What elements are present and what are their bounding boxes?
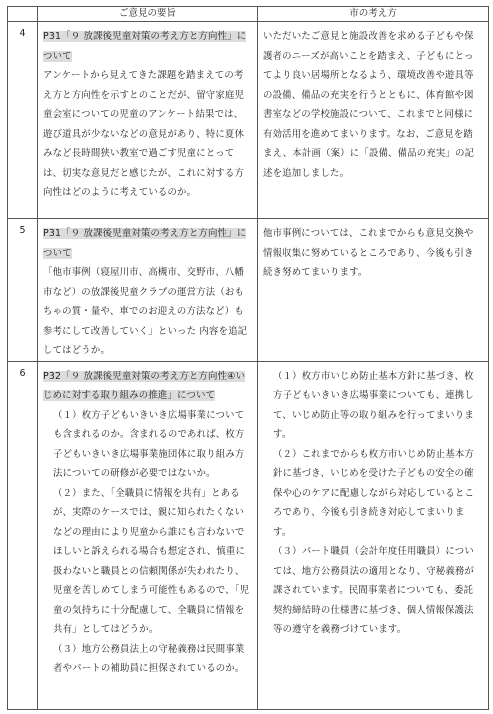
response-item: （２）これまでからも枚方市いじめ防止基本方針に基づき、いじめを受けた子どもの安全の確保や心のケアに配慮しながら対応しているところであり、今後も引き続き対応してまいります。 <box>273 448 475 538</box>
response-text: 他市事例については、これまでからも意見交換や情報収集に努めているところであり、今後も引き続き努めてまいります。 <box>263 228 474 278</box>
page-reference: P32「９ 放課後児童対策の考え方と方向性④いじめに対する取り組みの推進」について <box>43 370 246 401</box>
opinion-item: （１）枚方子どもいきいき広場事業についても含まれるのか。含まれるのであれば、枚方子どもいきいき広場事業施団体に取り組み方法についての研修が必要ではないか。 <box>53 409 245 479</box>
opinion-cell <box>38 22 258 219</box>
opinion-cell <box>38 361 258 710</box>
response-cell <box>258 22 489 219</box>
response-item: （３）パート職員（会計年度任用職員）については、地方公務員法の適用となり、守秘義務が課されています。民間事業者についても、委託契約締結時の仕様書に基づき、個人情報保護法等の遵守を義務づけています。 <box>273 546 475 635</box>
response-cell <box>258 219 489 362</box>
table-row <box>8 22 489 219</box>
page-reference: P31「９ 放課後児童対策の考え方と方向性」について <box>43 31 247 62</box>
page-reference: P31「９ 放課後児童対策の考え方と方向性」について <box>43 228 247 259</box>
opinion-text: 「他市事例（寝屋川市、高槻市、交野市、八幡市など）の放課後児童クラブの運営方法（おもちゃの質・量や、車でのお迎えの方法など）も参考にして改善していく」といった 内容を追記してはどうか。 <box>43 267 248 356</box>
row-number: 5 <box>8 219 38 362</box>
table-row <box>8 361 489 710</box>
row-number: 6 <box>8 361 38 710</box>
header-number-cell <box>8 7 38 22</box>
opinion-item: （２）また、「全職員に情報を共有」とあるが、実際のケースでは、親に知られたくないなどの理由により児童から誰にも言わないでほしいと訴えられる場合も想定され、慎重に扱わないと職員との信頼関係が失われたり、児童を苦しめてしまう可能性もあるので、「児童の気持ちに十分配慮して、全職員に情報を共有」としてはどうか。 <box>53 487 250 635</box>
row-number: 4 <box>8 22 38 219</box>
response-item: （１）枚方市いじめ防止基本方針に基づき、枚方子どもいきいき広場事業についても、連携して、いじめ防止等の取り組みを行ってまいります。 <box>273 370 474 440</box>
header-opinion-summary: ご意見の要旨 <box>38 7 258 22</box>
header-city-response: 市の考え方 <box>258 7 489 22</box>
opinion-response-table <box>7 6 489 710</box>
table-row <box>8 219 489 362</box>
response-text: いただいたご意見と施設改善を求める子どもや保護者のニーズが高いことを踏まえ、子どもにとってより良い居場所となるよう、環境改善や遊具等の設備、備品の充実を行うとともに、体育館や図書室などの学校施設について、これまでと同様に有効活用を進めてまいります。なお、ご意見を踏まえ、本計画（案）に「設備、備品の充実」の記述を追加しました。 <box>263 31 475 179</box>
response-cell <box>258 361 489 710</box>
opinion-cell <box>38 219 258 362</box>
table-header-row <box>8 7 489 22</box>
opinion-text: アンケートから見えてきた課題を踏まえての考え方と方向性を示すとのことだが、留守家庭児童会室についての児童のアンケート結果では、遊び道具が少ないなどの意見があり、特に夏休みなど長時間狭い教室で過ごす児童にとっては、切実な意見だと感じたが、これに対する方向性はどのように考えているのか。 <box>43 70 245 198</box>
opinion-item: （３）地方公務員法上の守秘義務は民間事業者やパートの補助員に担保されているのか。 <box>53 643 245 674</box>
